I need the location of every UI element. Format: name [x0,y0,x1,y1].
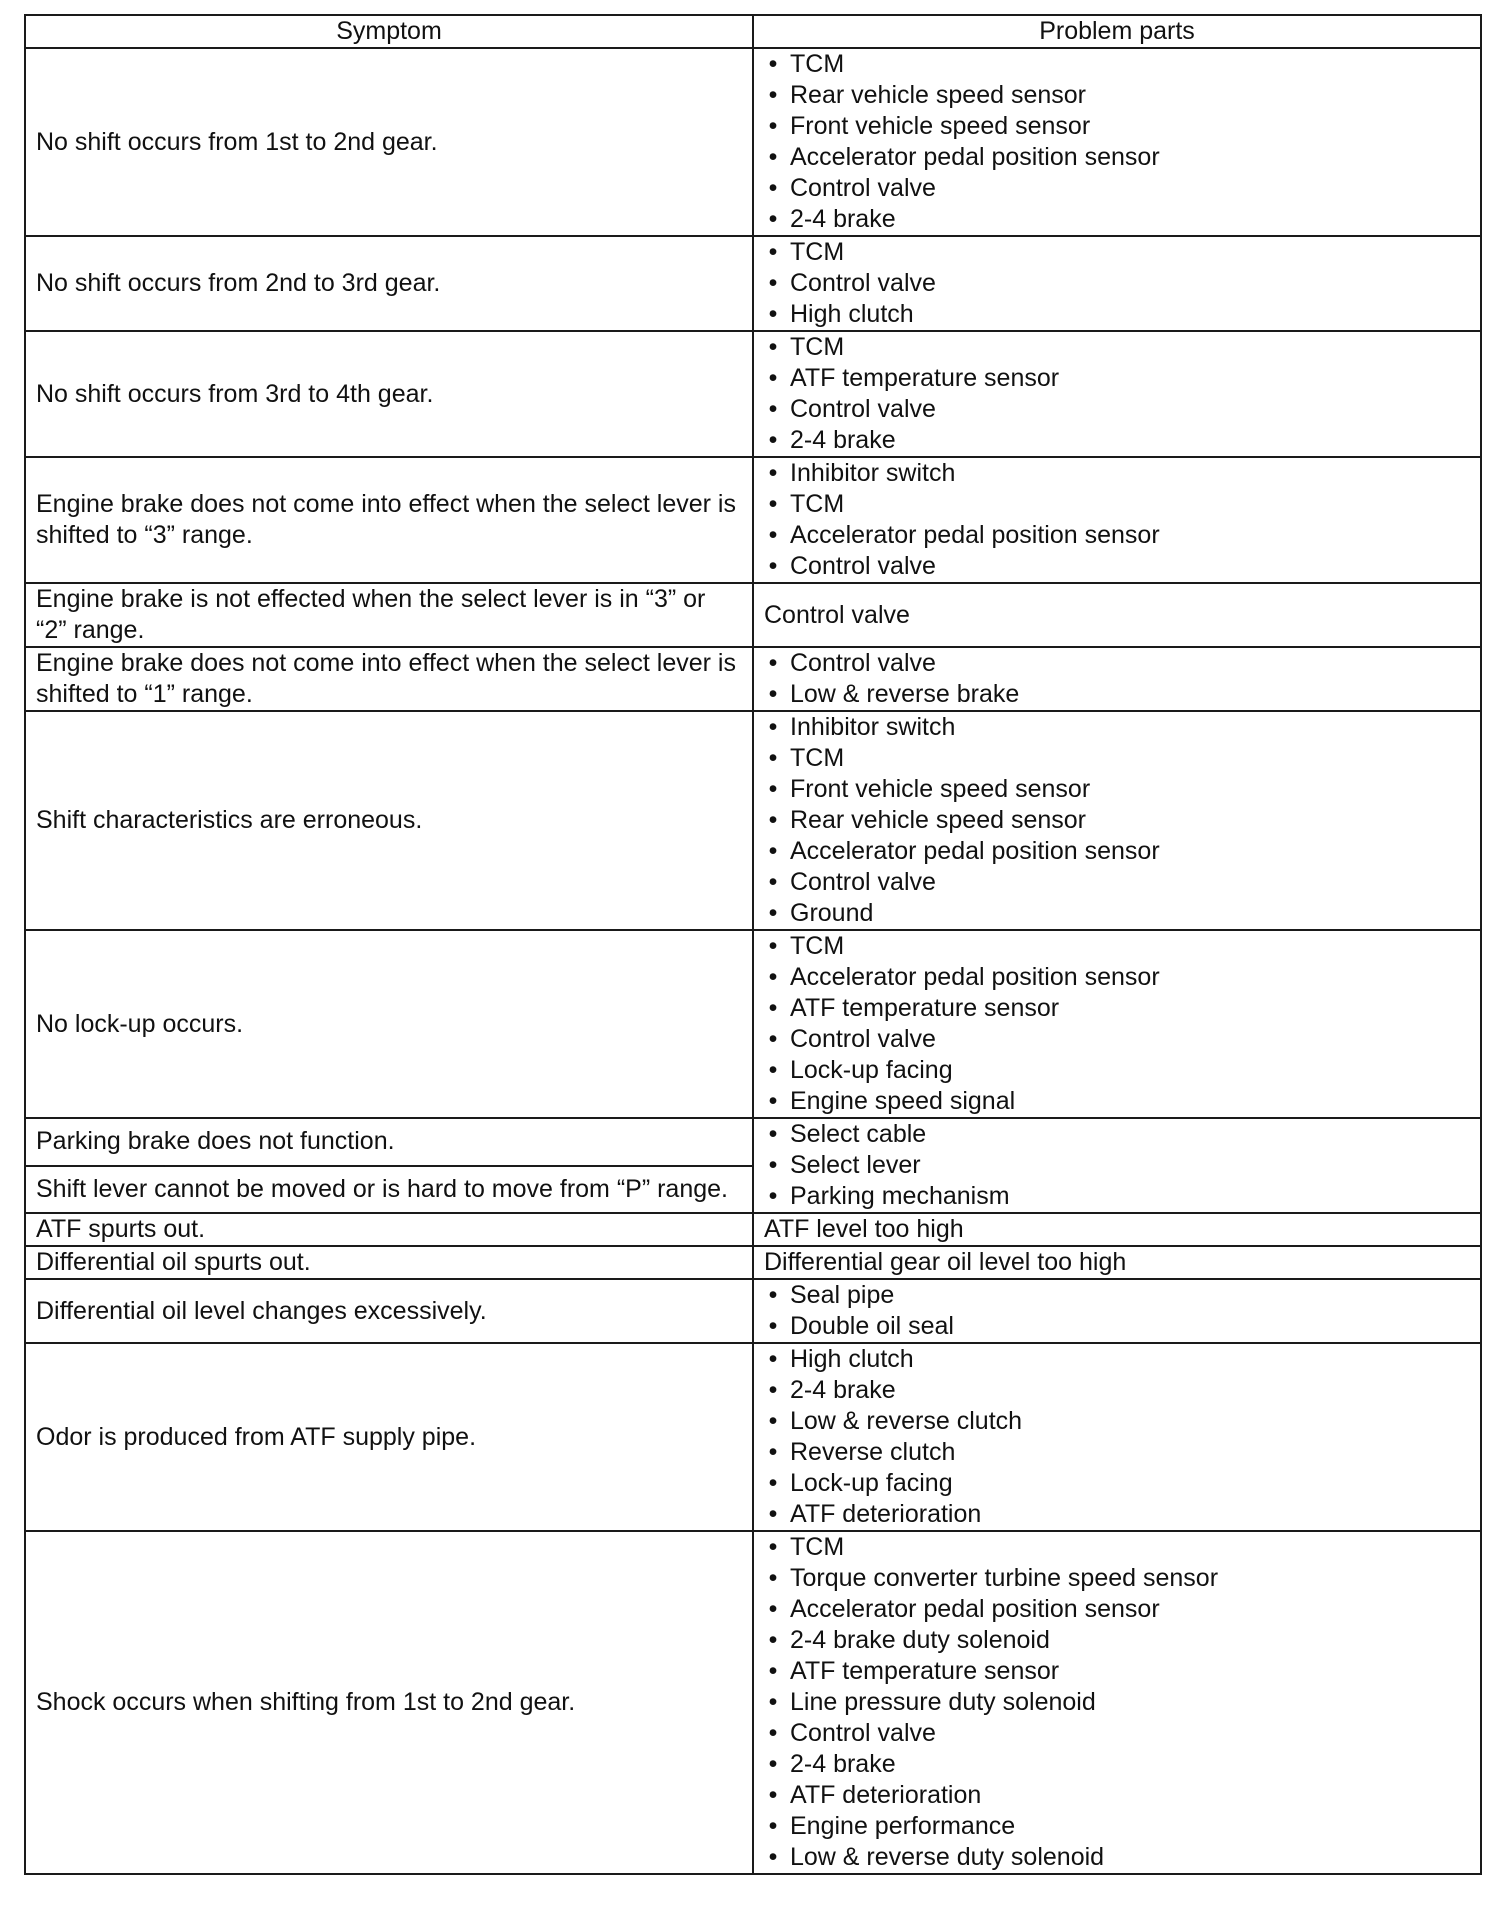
bullet-icon: • [768,775,778,803]
bullet-icon: • [768,837,778,865]
problem-part-item [764,1749,1470,1780]
problem-part-text: Control valve [790,269,936,297]
problem-part-text: Control valve [790,1025,936,1053]
bullet-icon: • [768,1056,778,1084]
problem-part-text: 2-4 brake [790,426,896,454]
problem-part-item [764,363,1470,394]
problem-part-text: TCM [790,1533,845,1561]
problem-parts-list [764,237,1470,330]
problem-part-item [764,237,1470,268]
bullet-icon: • [768,1312,778,1340]
problem-parts-cell [753,711,1481,930]
problem-part-text: Rear vehicle speed sensor [790,806,1086,834]
problem-part-text: TCM [790,932,845,960]
problem-part-text: Differential gear oil level too high [764,1248,1127,1276]
problem-part-text: Accelerator pedal position sensor [790,837,1160,865]
problem-part-item [764,268,1470,299]
problem-part-text: Torque converter turbine speed sensor [790,1564,1219,1592]
problem-part-text: 2-4 brake [790,1750,896,1778]
bullet-icon: • [768,932,778,960]
problem-part-text: Control valve [764,600,910,629]
bullet-icon: • [768,1025,778,1053]
problem-part-text: TCM [790,333,845,361]
symptom-cell: Differential oil spurts out. [25,1246,753,1279]
problem-part-text: Inhibitor switch [790,713,956,741]
bullet-icon: • [768,680,778,708]
bullet-icon: • [768,1438,778,1466]
table-row [25,711,1481,930]
problem-parts-cell [753,457,1481,583]
problem-part-item [764,1625,1470,1656]
bullet-icon: • [768,1087,778,1115]
bullet-icon: • [768,1281,778,1309]
problem-part-text: Front vehicle speed sensor [790,112,1091,140]
problem-part-item [764,836,1470,867]
problem-parts-list [764,1119,1470,1212]
problem-part-item [764,867,1470,898]
problem-part-text: Rear vehicle speed sensor [790,81,1086,109]
bullet-icon: • [768,269,778,297]
problem-part-item [764,394,1470,425]
problem-parts-list [764,648,1470,710]
problem-parts-cell [753,1531,1481,1874]
problem-part-text: Engine speed signal [790,1087,1016,1115]
problem-part-item [764,1563,1470,1594]
problem-part-item [764,299,1470,330]
problem-part-text: Select lever [790,1151,921,1179]
bullet-icon: • [768,1781,778,1809]
symptom-cell: Differential oil level changes excessively. [25,1279,753,1343]
bullet-icon: • [768,1182,778,1210]
bullet-icon: • [768,521,778,549]
problem-part-text: Lock-up facing [790,1469,953,1497]
problem-part-item [764,993,1470,1024]
problem-part-item [764,458,1470,489]
problem-part-text: Ground [790,899,874,927]
problem-part-text: TCM [790,50,845,78]
bullet-icon: • [768,81,778,109]
bullet-icon: • [768,112,778,140]
bullet-icon: • [768,426,778,454]
bullet-icon: • [768,1719,778,1747]
symptom-cell: Odor is produced from ATF supply pipe. [25,1343,753,1531]
problem-part-text: Control valve [790,649,936,677]
problem-part-text: Control valve [790,1719,936,1747]
problem-parts-list [764,458,1470,582]
problem-part-text: Low & reverse clutch [790,1407,1023,1435]
bullet-icon: • [768,1812,778,1840]
problem-part-item [764,648,1470,679]
symptom-cell: No shift occurs from 1st to 2nd gear. [25,48,753,236]
problem-part-item [764,712,1470,743]
bullet-icon: • [768,963,778,991]
problem-part-item [764,1344,1470,1375]
table-row [25,1118,1481,1166]
table-row [25,647,1481,711]
symptom-cell: Shift characteristics are erroneous. [25,711,753,930]
bullet-icon: • [768,1688,778,1716]
problem-part-item [764,1181,1470,1212]
table-row [25,583,1481,647]
bullet-icon: • [768,1345,778,1373]
bullet-icon: • [768,713,778,741]
problem-part-item [764,1055,1470,1086]
problem-parts-cell [753,1343,1481,1531]
problem-part-item [764,489,1470,520]
bullet-icon: • [768,143,778,171]
bullet-icon: • [768,994,778,1022]
symptom-cell: Shock occurs when shifting from 1st to 2nd gear. [25,1531,753,1874]
problem-part-item [764,962,1470,993]
problem-part-item [764,1594,1470,1625]
problem-parts-cell [753,48,1481,236]
symptom-cell: Engine brake does not come into effect when the select lever is shifted to “1” range. [25,647,753,711]
problem-part-item [764,1280,1470,1311]
problem-part-text: Select cable [790,1120,927,1148]
problem-part-text: ATF temperature sensor [790,994,1060,1022]
problem-part-item [764,551,1470,582]
bullet-icon: • [768,1843,778,1871]
problem-part-text: Accelerator pedal position sensor [790,143,1160,171]
problem-part-item [764,1119,1470,1150]
problem-part-text: ATF deterioration [790,1781,982,1809]
problem-part-item [764,173,1470,204]
problem-parts-list [764,1280,1470,1342]
problem-part-text: Inhibitor switch [790,459,956,487]
problem-parts-list [764,712,1470,929]
problem-part-text: 2-4 brake duty solenoid [790,1626,1050,1654]
problem-part-text: Double oil seal [790,1312,954,1340]
problem-part-item [764,1780,1470,1811]
bullet-icon: • [768,1469,778,1497]
problem-part-text: High clutch [790,1345,914,1373]
bullet-icon: • [768,300,778,328]
symptom-cell: Parking brake does not function. [25,1118,753,1166]
table-row [25,930,1481,1118]
problem-part-item [764,679,1470,710]
bullet-icon: • [768,868,778,896]
problem-part-item [764,1086,1470,1117]
bullet-icon: • [768,395,778,423]
bullet-icon: • [768,899,778,927]
symptom-cell: Shift lever cannot be moved or is hard to move from “P” range. [25,1166,753,1214]
problem-part-item [764,1468,1470,1499]
symptom-cell: ATF spurts out. [25,1213,753,1246]
symptom-cell: Engine brake is not effected when the select lever is in “3” or “2” range. [25,583,753,647]
problem-part-item [764,1024,1470,1055]
problem-part-text: Low & reverse brake [790,680,1020,708]
problem-part-item [764,1150,1470,1181]
problem-parts-cell [753,331,1481,457]
bullet-icon: • [768,806,778,834]
problem-part-item [764,1811,1470,1842]
bullet-icon: • [768,1120,778,1148]
problem-part-text: Low & reverse duty solenoid [790,1843,1105,1871]
problem-parts-list [764,1532,1470,1873]
problem-part-item [764,1437,1470,1468]
bullet-icon: • [768,205,778,233]
problem-part-text: TCM [790,490,845,518]
problem-part-text: Control valve [790,174,936,202]
problem-part-text: ATF temperature sensor [790,1657,1060,1685]
table-row [25,457,1481,583]
bullet-icon: • [768,50,778,78]
problem-part-item [764,1375,1470,1406]
header-problem-parts: Problem parts [753,15,1481,48]
problem-part-text: Front vehicle speed sensor [790,775,1091,803]
bullet-icon: • [768,459,778,487]
problem-part-item [764,1718,1470,1749]
problem-parts-list [764,49,1470,235]
problem-part-item [764,1406,1470,1437]
symptom-table [24,14,1482,1875]
problem-part-text: Engine performance [790,1812,1016,1840]
bullet-icon: • [768,1626,778,1654]
problem-parts-list [764,332,1470,456]
problem-part-item [764,774,1470,805]
header-symptom: Symptom [25,15,753,48]
problem-part-item [764,931,1470,962]
problem-parts-cell [753,1279,1481,1343]
problem-part-text: Control valve [790,552,936,580]
problem-part-item [764,425,1470,456]
problem-part-item [764,1311,1470,1342]
symptom-cell: No lock-up occurs. [25,930,753,1118]
problem-parts-list [764,931,1470,1117]
bullet-icon: • [768,490,778,518]
problem-parts-cell [753,583,1481,647]
problem-part-item [764,743,1470,774]
symptom-cell: No shift occurs from 2nd to 3rd gear. [25,236,753,331]
table-row [25,1531,1481,1874]
problem-part-text: Accelerator pedal position sensor [790,521,1160,549]
table-row [25,1246,1481,1279]
problem-part-item [764,898,1470,929]
problem-part-item [764,204,1470,235]
problem-part-item [764,805,1470,836]
problem-part-text: High clutch [790,300,914,328]
bullet-icon: • [768,1151,778,1179]
problem-part-item [764,1532,1470,1563]
problem-part-item [764,142,1470,173]
table-row [25,331,1481,457]
bullet-icon: • [768,333,778,361]
bullet-icon: • [768,1500,778,1528]
problem-part-text: 2-4 brake [790,205,896,233]
problem-parts-cell [753,930,1481,1118]
problem-part-item [764,1842,1470,1873]
problem-part-text: Line pressure duty solenoid [790,1688,1096,1716]
symptom-cell: No shift occurs from 3rd to 4th gear. [25,331,753,457]
problem-parts-cell [753,236,1481,331]
table-row [25,236,1481,331]
bullet-icon: • [768,649,778,677]
problem-part-text: ATF temperature sensor [790,364,1060,392]
bullet-icon: • [768,364,778,392]
problem-part-item [764,332,1470,363]
bullet-icon: • [768,1407,778,1435]
bullet-icon: • [768,1533,778,1561]
problem-part-text: Lock-up facing [790,1056,953,1084]
problem-parts-cell [753,647,1481,711]
problem-part-text: TCM [790,238,845,266]
problem-part-item [764,1687,1470,1718]
bullet-icon: • [768,1595,778,1623]
problem-part-text: Accelerator pedal position sensor [790,963,1160,991]
table-row [25,48,1481,236]
table-row [25,1279,1481,1343]
problem-part-item [764,1499,1470,1530]
table-row [25,1213,1481,1246]
bullet-icon: • [768,1750,778,1778]
problem-part-item [764,80,1470,111]
problem-part-text: Seal pipe [790,1281,895,1309]
problem-parts-cell [753,1246,1481,1279]
bullet-icon: • [768,174,778,202]
bullet-icon: • [768,744,778,772]
problem-part-item [764,49,1470,80]
problem-part-text: ATF level too high [764,1215,964,1243]
bullet-icon: • [768,1376,778,1404]
bullet-icon: • [768,238,778,266]
problem-part-text: ATF deterioration [790,1500,982,1528]
problem-part-text: TCM [790,744,845,772]
problem-parts-cell [753,1118,1481,1213]
problem-part-text: Parking mechanism [790,1182,1010,1210]
problem-part-text: Accelerator pedal position sensor [790,1595,1160,1623]
problem-part-item [764,1656,1470,1687]
problem-part-text: Control valve [790,395,936,423]
symptom-cell: Engine brake does not come into effect when the select lever is shifted to “3” range. [25,457,753,583]
problem-part-text: Reverse clutch [790,1438,956,1466]
problem-part-item [764,520,1470,551]
header-row [25,15,1481,48]
table-row [25,1343,1481,1531]
problem-parts-list [764,1344,1470,1530]
bullet-icon: • [768,1657,778,1685]
problem-part-text: 2-4 brake [790,1376,896,1404]
problem-parts-cell [753,1213,1481,1246]
problem-part-text: Control valve [790,868,936,896]
problem-part-item [764,111,1470,142]
bullet-icon: • [768,1564,778,1592]
bullet-icon: • [768,552,778,580]
